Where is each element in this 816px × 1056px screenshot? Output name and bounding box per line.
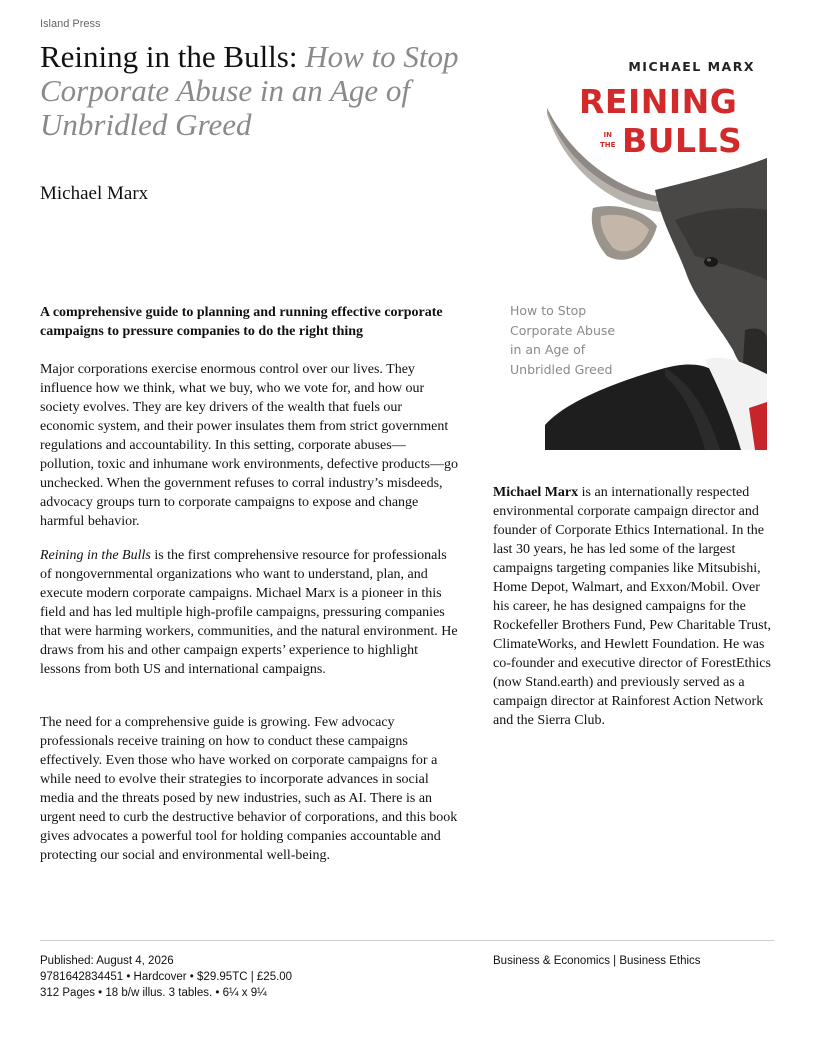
- author-bio: [493, 483, 775, 730]
- cover-author: MICHAEL MARX: [628, 59, 755, 74]
- isbn-price: 9781642834451 • Hardcover • $29.95TC | £25.00: [40, 971, 293, 983]
- cover-subtitle: [510, 301, 640, 379]
- cover-subtitle-line: in an Age of: [510, 342, 586, 357]
- cover-subtitle-line: Corporate Abuse: [510, 322, 616, 338]
- book-cover-image: [510, 30, 767, 450]
- cover-subtitle-line: Unbridled Greed: [510, 361, 613, 377]
- book-subtitle: How to Stop Corporate Abuse in an Age of Unbridled Greed: [40, 39, 459, 142]
- cover-subtitle-line: How to Stop: [510, 303, 587, 318]
- publication-date: Published: August 4, 2026: [40, 955, 174, 967]
- cover-title-in: IN: [603, 131, 612, 139]
- description-paragraph-2: [40, 546, 458, 679]
- bio-text: is an internationally respected environmental corporate campaign director and founder of Corporate Ethics International. In the last 30 years, he has led some of the largest campaigns targeting companies like Mitsubishi, Home Depot, Walmart, and Exxon/Mobil. Over his career, he has designed campaigns for the Rockefeller Brothers Fund, Pew Charitable Trust, ClimateWorks, and Hewlett Foundation. He was co-founder and executive director of ForestEthics (now Stand.earth) and previously served as a campaign director at Rainforest Action Network and the Sierra Club.: [493, 485, 772, 728]
- author-name: Michael Marx: [40, 183, 149, 204]
- book-title-reference: Reining in the Bulls: [40, 548, 151, 563]
- book-title: [40, 40, 460, 142]
- publisher-name: Island Press: [40, 18, 101, 30]
- description-paragraph-2-text: is the first comprehensive resource for professionals of nongovernmental organizations who want to understand, plan, and execute modern corporate campaigns. Michael Marx is a pioneer in this field and has led multiple high-profile campaigns, pressuring companies that were harming workers, communities, and the natural environment. He draws from his and other campaign experts’ experience to highlight lessons from both US and international campaigns.: [40, 548, 458, 677]
- footer-divider: [40, 940, 774, 941]
- cover-title-the: THE: [600, 141, 616, 149]
- book-tagline: A comprehensive guide to planning and running effective corporate campaigns to pressure companies to do the right thing: [40, 305, 443, 339]
- cover-title-top: REINING: [579, 82, 738, 121]
- bio-author-name: Michael Marx: [493, 485, 579, 500]
- book-specs: 312 Pages • 18 b/w illus. 3 tables. • 6¼ x 9¼: [40, 987, 267, 999]
- cover-title-connector: [600, 130, 615, 150]
- description-paragraph-3: The need for a comprehensive guide is growing. Few advocacy professionals receive training on how to conduct these campaigns effectively. Even those who have worked on corporate campaigns for a while need to evolve their strategies to incorporate advances in social media and the threats posed by new industries, such as AI. There is an urgent need to curb the destructive behavior of corporations, and this book gives advocates a powerful tool for holding companies accountable and protecting our social and environmental well-being.: [40, 715, 458, 863]
- publication-details: [40, 953, 292, 1001]
- book-title-main: Reining in the Bulls:: [40, 39, 298, 74]
- cover-title-bottom: BULLS: [622, 121, 743, 160]
- description-paragraph-1: Major corporations exercise enormous control over our lives. They influence how we think, what we buy, who we vote for, and how our society evolves. They are key drivers of the wealth that fuels our economic system, and their power insulates them from strict government regulations and accountability. In this setting, corporate abuses—pollution, toxic and inhumane work environments, defective products—go unchecked. When the government refuses to corral industry’s misdeeds, advocacy groups turn to corporate campaigns to expose and change harmful behavior.: [40, 362, 458, 529]
- subject-categories: Business & Economics | Business Ethics: [493, 955, 701, 967]
